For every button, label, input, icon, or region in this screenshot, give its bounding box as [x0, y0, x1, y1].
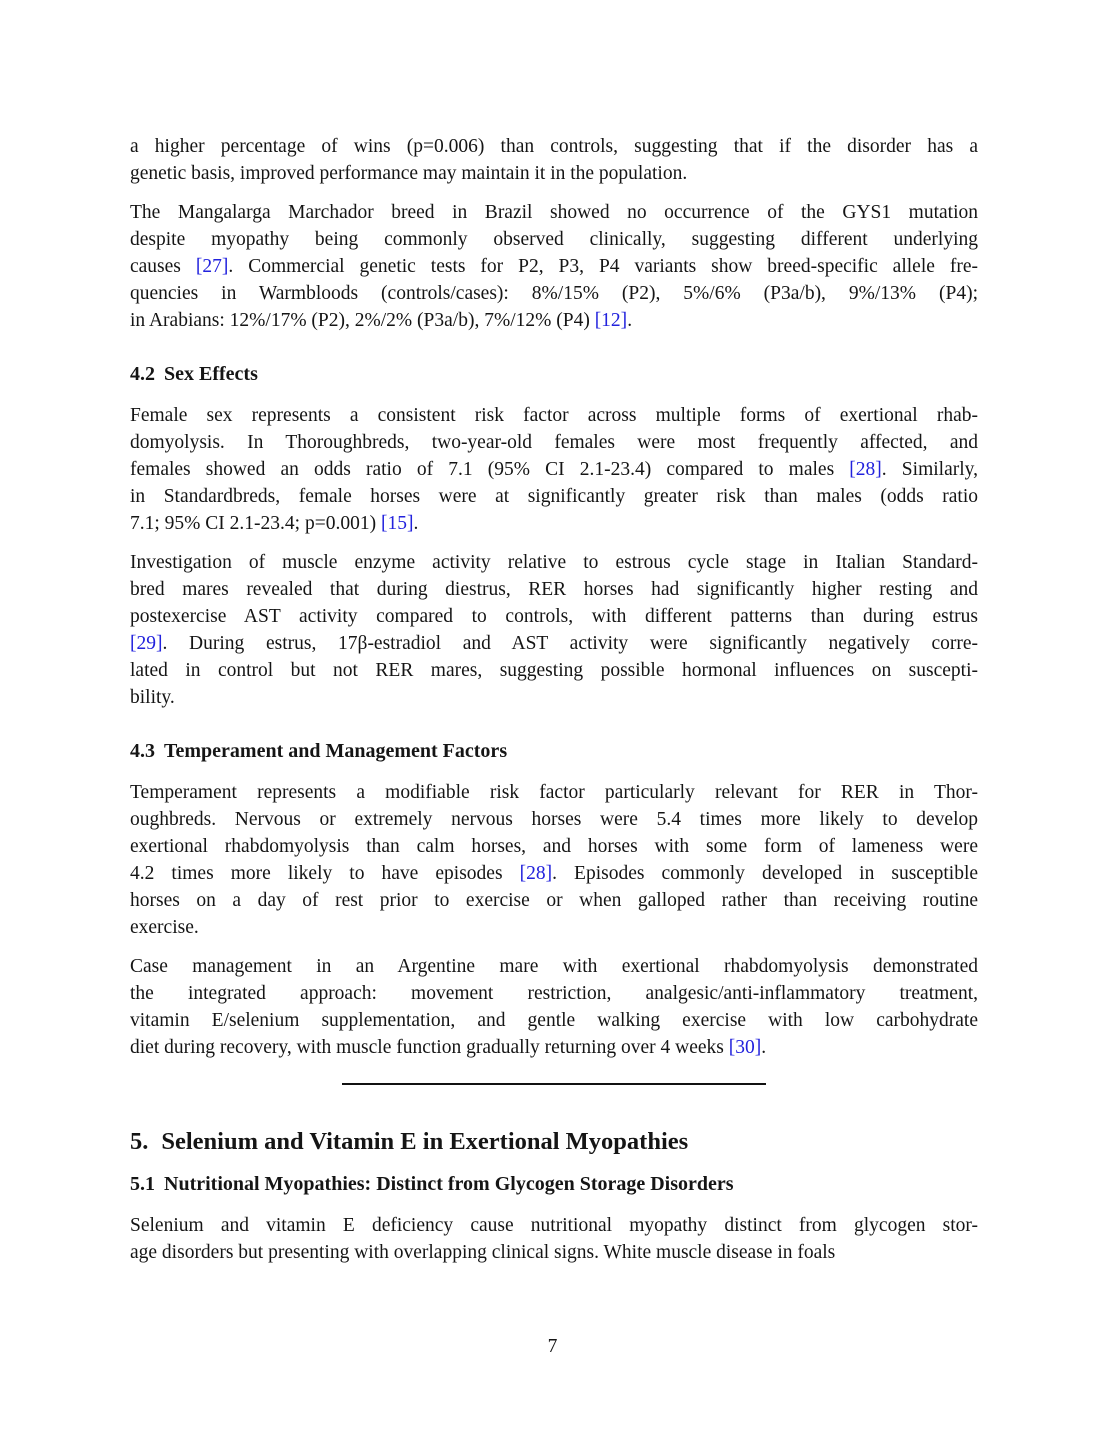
- body-paragraph: [130, 549, 978, 711]
- citation-link[interactable]: [27]: [195, 256, 229, 277]
- text-line: exertional rhabdomyolysis than calm horses, and horses with some form of lameness were: [130, 836, 978, 857]
- text-line: quencies in Warmbloods (controls/cases): 8%/15% (P2), 5%/6% (P3a/b), 9%/13% (P4);: [130, 283, 978, 304]
- body-paragraph: [130, 199, 978, 334]
- separator-rule: [342, 1083, 766, 1085]
- heading-title: Nutritional Myopathies: Distinct from Glycogen Storage Disorders: [164, 1173, 734, 1195]
- text-line: a higher percentage of wins (p=0.006) than controls, suggesting that if the disorder has a: [130, 136, 978, 157]
- citation-link[interactable]: [15]: [380, 513, 414, 534]
- heading-number: 4.3: [130, 740, 155, 762]
- heading-title: Temperament and Management Factors: [164, 740, 508, 762]
- text-line: Temperament represents a modifiable risk factor particularly relevant for RER in Thor-: [130, 782, 978, 803]
- citation-link[interactable]: [28]: [519, 863, 553, 884]
- text-line: Female sex represents a consistent risk factor across multiple forms of exertional rhab-: [130, 405, 978, 426]
- text-line: the integrated approach: movement restriction, analgesic/anti-inflammatory treatment,: [130, 983, 978, 1004]
- heading-number: 5.: [130, 1128, 149, 1155]
- heading-number: 5.1: [130, 1173, 155, 1195]
- text-line: 4.2 times more likely to have episodes [28]. Episodes commonly developed in susceptible: [130, 863, 979, 884]
- page-content: [130, 133, 978, 1266]
- text-line: horses on a day of rest prior to exercise or when galloped rather than receiving routine: [130, 890, 978, 911]
- text-line: age disorders but presenting with overlapping clinical signs. White muscle disease in foals: [130, 1242, 836, 1263]
- text-line: [29]. During estrus, 17β-estradiol and AST activity were significantly negatively corre-: [130, 633, 978, 654]
- text-line: bred mares revealed that during diestrus, RER horses had significantly higher resting and: [130, 579, 978, 600]
- body-paragraph: [130, 402, 978, 537]
- text-line: oughbreds. Nervous or extremely nervous horses were 5.4 times more likely to develop: [130, 809, 978, 830]
- subsection-heading: [130, 738, 978, 765]
- heading-number: 4.2: [130, 363, 155, 385]
- text-line: Investigation of muscle enzyme activity relative to estrous cycle stage in Italian Standard-: [130, 552, 978, 573]
- text-line: in Standardbreds, female horses were at significantly greater risk than males (odds ratio: [130, 486, 978, 507]
- subsection-heading: [130, 1171, 978, 1198]
- citation-link[interactable]: [29]: [130, 633, 163, 654]
- text-line: genetic basis, improved performance may maintain it in the population.: [130, 163, 688, 184]
- text-line: domyolysis. In Thoroughbreds, two-year-old females were most frequently affected, and: [130, 432, 978, 453]
- text-line: Case management in an Argentine mare with exertional rhabdomyolysis demonstrated: [130, 956, 978, 977]
- text-line: despite myopathy being commonly observed clinically, suggesting different underlying: [130, 229, 978, 250]
- text-line: vitamin E/selenium supplementation, and gentle walking exercise with low carbohydrate: [130, 1010, 978, 1031]
- text-line: causes [27]. Commercial genetic tests for P2, P3, P4 variants show breed-specific allele fre-: [130, 256, 978, 277]
- page-number: 7: [547, 1336, 558, 1357]
- text-line: in Arabians: 12%/17% (P2), 2%/2% (P3a/b), 7%/12% (P4) [12].: [130, 310, 633, 331]
- citation-link[interactable]: [28]: [849, 459, 882, 480]
- section-heading: [130, 1125, 978, 1158]
- subsection-heading: [130, 361, 978, 388]
- body-paragraph: [130, 779, 978, 941]
- heading-title: Selenium and Vitamin E in Exertional Myopathies: [161, 1128, 689, 1155]
- text-line: postexercise AST activity compared to controls, with different patterns than during estrus: [130, 606, 978, 627]
- body-paragraph: [130, 953, 978, 1061]
- text-line: bility.: [130, 687, 175, 708]
- citation-link[interactable]: [30]: [728, 1037, 762, 1058]
- text-line: Selenium and vitamin E deficiency cause nutritional myopathy distinct from glycogen stor-: [130, 1215, 978, 1236]
- citation-link[interactable]: [12]: [594, 310, 628, 331]
- text-line: lated in control but not RER mares, suggesting possible hormonal influences on suscepti-: [130, 660, 978, 681]
- body-paragraph: [130, 133, 978, 187]
- body-paragraph: [130, 1212, 978, 1266]
- text-line: 7.1; 95% CI 2.1-23.4; p=0.001) [15].: [130, 513, 419, 534]
- text-line: diet during recovery, with muscle function gradually returning over 4 weeks [30].: [130, 1037, 767, 1058]
- heading-title: Sex Effects: [164, 363, 258, 385]
- text-line: The Mangalarga Marchador breed in Brazil showed no occurrence of the GYS1 mutation: [130, 202, 978, 223]
- text-line: females showed an odds ratio of 7.1 (95% CI 2.1-23.4) compared to males [28]. Similarly,: [130, 459, 978, 480]
- text-line: exercise.: [130, 917, 199, 938]
